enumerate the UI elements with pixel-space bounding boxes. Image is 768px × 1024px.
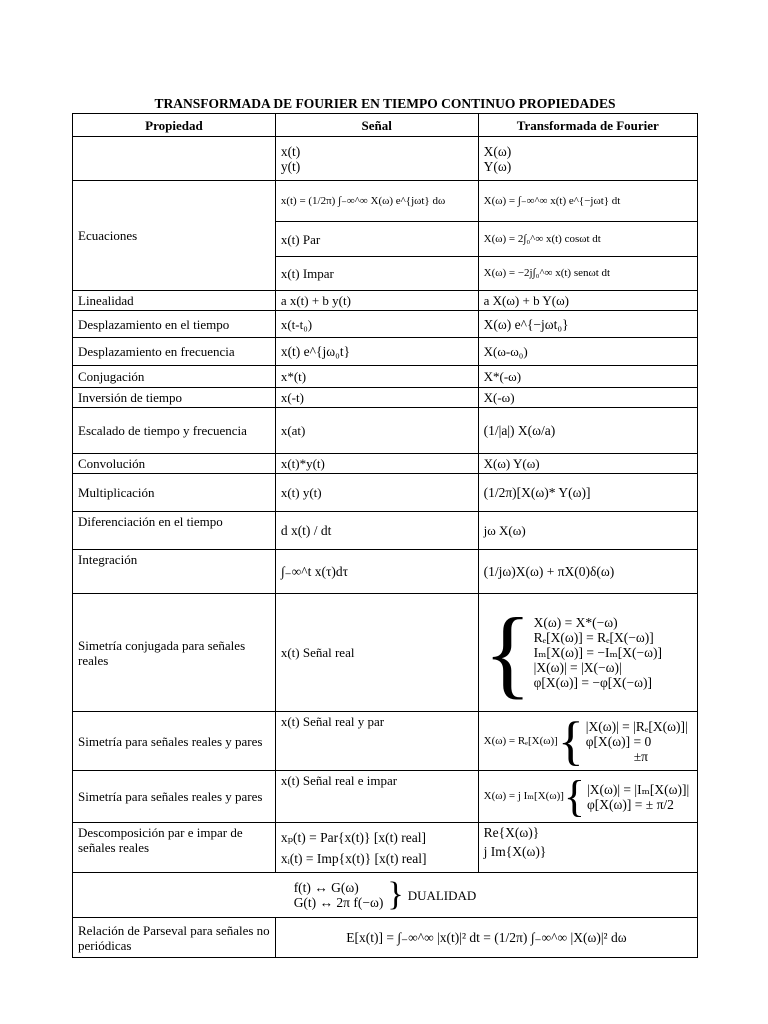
cell-transform: jω X(ω) xyxy=(478,512,697,550)
cell-signal: x(t) e^{jω₀t} xyxy=(275,338,478,366)
page-title: TRANSFORMADA DE FOURIER EN TIEMPO CONTINUO PROPIEDADES xyxy=(154,96,616,111)
table-row xyxy=(73,474,698,512)
right-brace: } xyxy=(387,876,404,913)
cell-prop: Multiplicación xyxy=(73,474,276,512)
cell-prop: Simetría conjugada para señales reales xyxy=(73,594,276,712)
table-row xyxy=(73,873,698,918)
cell-signal: x(t) y(t) xyxy=(275,137,478,181)
cell-transform: { X(ω) = X*(−ω) Rₑ[X(ω)] = Rₑ[X(−ω)] Iₘ[X(ω)] = −Iₘ[X(−ω)] |X(ω)| = |X(−ω)| φ[X(ω)] = −φ[X(−ω)] xyxy=(478,594,697,712)
cell-transform: (1/jω)X(ω) + πX(0)δ(ω) xyxy=(478,550,697,594)
left-brace: { xyxy=(483,596,532,708)
cell-prop: Convolución xyxy=(73,454,276,474)
table-row xyxy=(73,512,698,550)
table-row xyxy=(73,181,698,222)
cell-signal: x(t) = (1/2π) ∫₋∞^∞ X(ω) e^{jωt} dω xyxy=(275,181,478,222)
cell-prop: Integración xyxy=(73,550,276,594)
cell-formula: E[x(t)] = ∫₋∞^∞ |x(t)|² dt = (1/2π) ∫₋∞^∞ |X(ω)|² dω xyxy=(275,918,697,958)
cell-transform: a X(ω) + b Y(ω) xyxy=(478,291,697,311)
cell-transform: X(ω) e^{−jωt₀} xyxy=(478,311,697,338)
cell-signal: x(t) y(t) xyxy=(275,474,478,512)
left-brace: { xyxy=(557,711,584,771)
table-row xyxy=(73,594,698,712)
header-transformada: Transformada de Fourier xyxy=(478,114,697,137)
cell-prop xyxy=(73,137,276,181)
cell-signal: x(t) Par xyxy=(275,222,478,257)
cell-prop: Desplazamiento en frecuencia xyxy=(73,338,276,366)
cell-prop: Linealidad xyxy=(73,291,276,311)
duality-label: DUALIDAD xyxy=(407,887,477,903)
cell-signal: x(t)*y(t) xyxy=(275,454,478,474)
cell-transform: X(ω) = Rₑ[X(ω)] { |X(ω)| = |Rₑ[X(ω)]| φ[X(ω)] = 0 ±π xyxy=(478,712,697,771)
table-row xyxy=(73,550,698,594)
left-brace: { xyxy=(563,771,586,821)
table-row xyxy=(73,408,698,454)
table-row xyxy=(73,823,698,873)
cell-signal: ∫₋∞^t x(τ)dτ xyxy=(275,550,478,594)
cell-prop: Ecuaciones xyxy=(73,181,276,291)
cell-signal: x(t-t₀) xyxy=(275,311,478,338)
cell-prop: Descomposición par e impar de señales reales xyxy=(73,823,276,873)
cell-transform: X(ω) = −2j∫₀^∞ x(t) senωt dt xyxy=(478,257,697,291)
cell-prop: Conjugación xyxy=(73,366,276,388)
duality-cell: f(t) ↔ G(ω) G(t) ↔ 2π f(−ω) } DUALIDAD xyxy=(73,873,698,918)
cell-prop: Simetría para señales reales y pares xyxy=(73,771,276,823)
cell-signal: x(t) Señal real y par xyxy=(275,712,478,771)
cell-transform: Re{X(ω)} j Im{X(ω)} xyxy=(478,823,697,873)
cell-signal: x(t) Impar xyxy=(275,257,478,291)
cell-transform: X(-ω) xyxy=(478,388,697,408)
cell-signal: a x(t) + b y(t) xyxy=(275,291,478,311)
table-row xyxy=(73,291,698,311)
table-row xyxy=(73,918,698,958)
table-row xyxy=(73,137,698,181)
table-row xyxy=(73,712,698,771)
cell-signal: x(t) Señal real xyxy=(275,594,478,712)
table-row xyxy=(73,338,698,366)
cell-prop: Escalado de tiempo y frecuencia xyxy=(73,408,276,454)
cell-prop: Inversión de tiempo xyxy=(73,388,276,408)
cell-prop: Relación de Parseval para señales no periódicas xyxy=(73,918,276,958)
cell-signal: d x(t) / dt xyxy=(275,512,478,550)
cell-transform: X(ω) = 2∫₀^∞ x(t) cosωt dt xyxy=(478,222,697,257)
cell-prop: Simetría para señales reales y pares xyxy=(73,712,276,771)
table-row xyxy=(73,771,698,823)
cell-signal: x(-t) xyxy=(275,388,478,408)
cell-prop: Diferenciación en el tiempo xyxy=(73,512,276,550)
cell-transform: X(ω) = j Iₘ[X(ω)] { |X(ω)| = |Iₘ[X(ω)]| φ[X(ω)] = ± π/2 xyxy=(478,771,697,823)
table-row xyxy=(73,366,698,388)
table-row xyxy=(73,388,698,408)
cell-transform: X(ω) Y(ω) xyxy=(478,454,697,474)
cell-signal: x(t) Señal real e impar xyxy=(275,771,478,823)
cell-signal: x(at) xyxy=(275,408,478,454)
cell-signal: xₚ(t) = Par{x(t)} [x(t) real] xᵢ(t) = Imp{x(t)} [x(t) real] xyxy=(275,823,478,873)
cell-transform: (1/|a|) X(ω/a) xyxy=(478,408,697,454)
cell-transform: (1/2π)[X(ω)* Y(ω)] xyxy=(478,474,697,512)
cell-transform: X(ω-ω₀) xyxy=(478,338,697,366)
table-row xyxy=(73,454,698,474)
header-senal: Señal xyxy=(275,114,478,137)
header-propiedad: Propiedad xyxy=(73,114,276,137)
properties-table xyxy=(72,113,698,958)
table-row xyxy=(73,311,698,338)
cell-transform: X(ω) Y(ω) xyxy=(478,137,697,181)
cell-prop: Desplazamiento en el tiempo xyxy=(73,311,276,338)
table-header-row xyxy=(73,114,698,137)
cell-signal: x*(t) xyxy=(275,366,478,388)
cell-transform: X(ω) = ∫₋∞^∞ x(t) e^{−jωt} dt xyxy=(478,181,697,222)
cell-transform: X*(-ω) xyxy=(478,366,697,388)
